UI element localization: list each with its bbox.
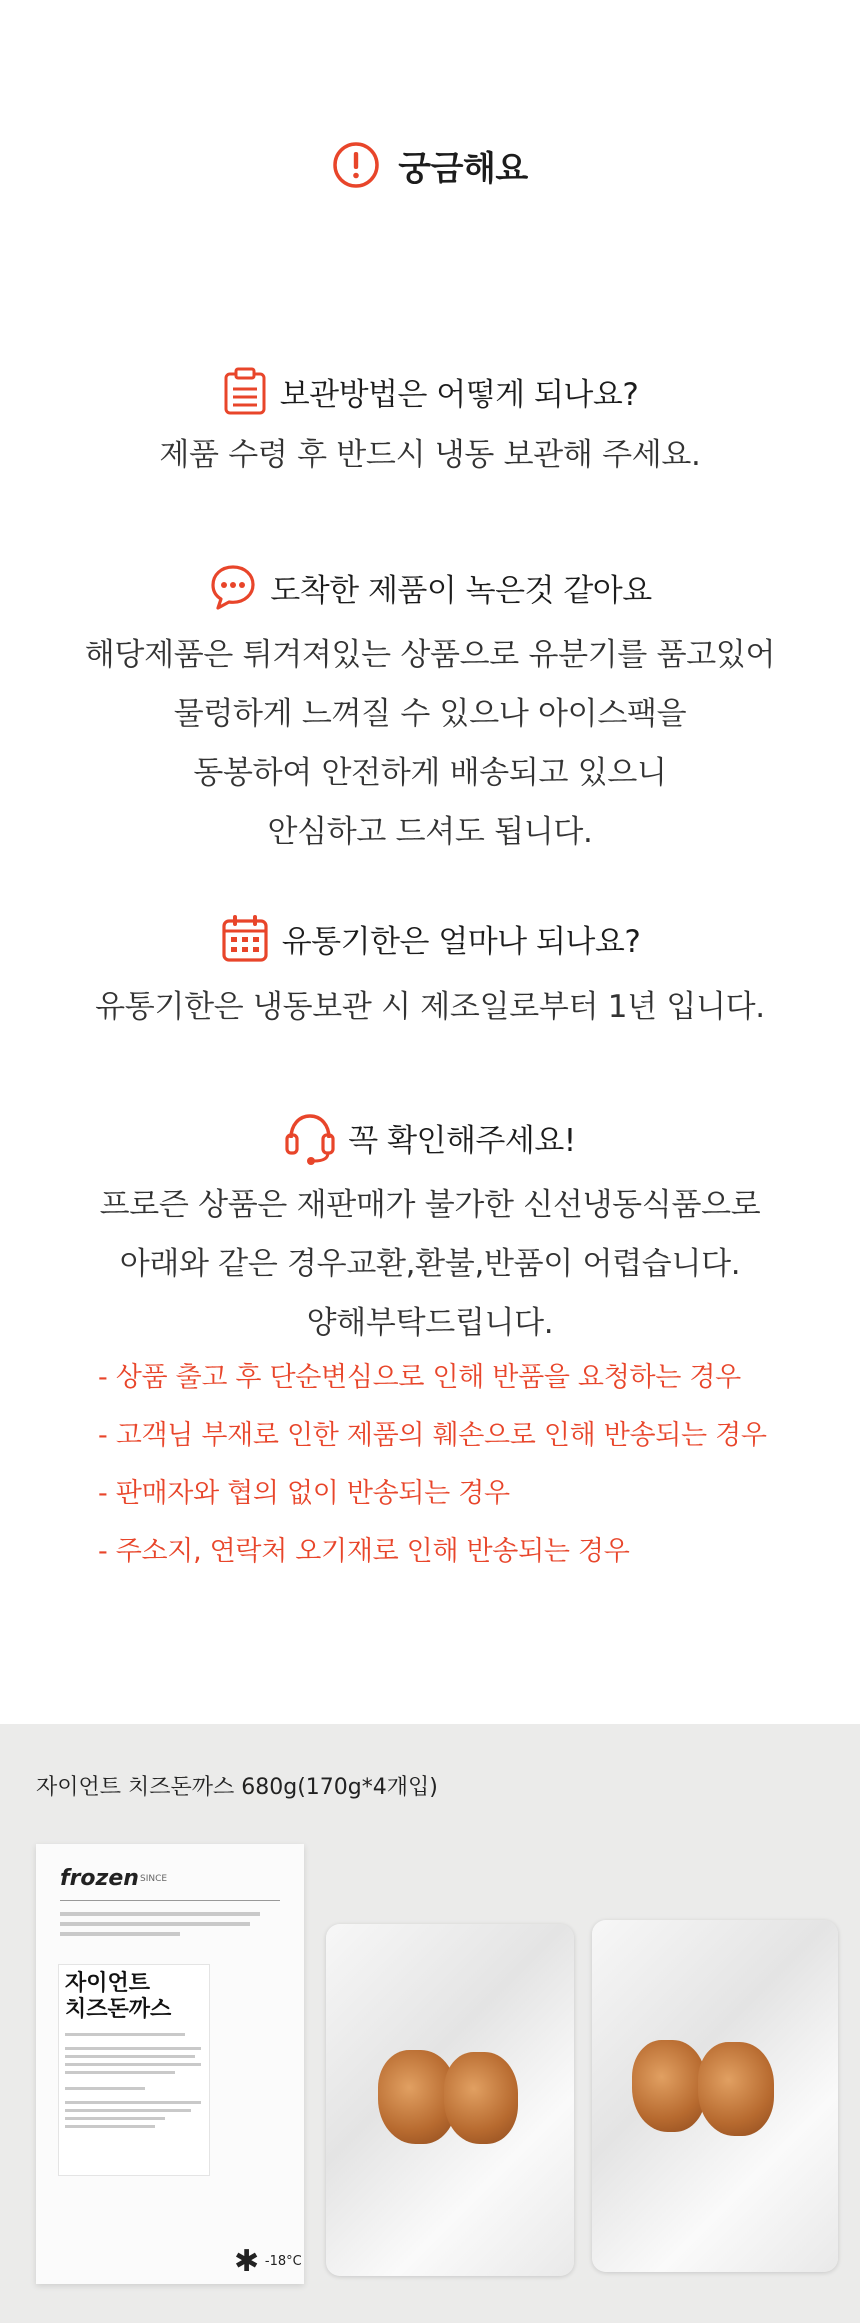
temperature-label: -18°C [264,2254,302,2269]
body-line: 아래와 같은 경우교환,환불,반품이 어렵습니다. [119,1246,741,1282]
cutlet [698,2042,774,2136]
section-title: 유통기한은 얼마나 되나요? [281,923,641,960]
section-title: 도착한 제품이 녹은것 같아요 [270,572,652,609]
fine-print [65,2109,191,2112]
faq-header [0,140,860,190]
fine-print [65,2087,145,2090]
body-line: 유통기한은 냉동보관 시 제조일로부터 1년 입니다. [95,989,765,1025]
page-title: 궁금해요 [398,148,528,189]
cutlet [444,2052,518,2144]
list-item: - 고객님 부재로 인한 제품의 훼손으로 인해 반송되는 경우 [98,1420,767,1451]
vacuum-pack-2 [592,1920,838,2272]
body-line: 프로즌 상품은 재판매가 불가한 신선냉동식품으로 [99,1187,761,1223]
body-line: 해당제품은 튀겨져있는 상품으로 유분기를 품고있어 [84,637,776,673]
section-melted-body [0,626,860,862]
body-line: 안심하고 드셔도 됩니다. [267,814,593,850]
product-caption: 자이언트 치즈돈까스 680g(170g*4개입) [36,1775,438,1800]
section-expiry-body [0,978,860,1037]
list-item: - 주소지, 연락처 오기재로 인해 반송되는 경우 [98,1536,630,1567]
section-title: 보관방법은 어떻게 되나요? [279,376,639,413]
brand-sub: SINCE [140,1874,168,1884]
package-product-name [65,1971,171,2023]
divider [60,1900,280,1901]
section-expiry-title [0,912,860,964]
package-name-line: 자이언트 [65,1971,151,1996]
fine-print [60,1932,180,1936]
package-label [58,1964,210,2176]
exclamation-circle-icon [332,141,380,189]
fine-print [65,2055,195,2058]
fine-print [65,2047,201,2050]
package-name-line: 치즈돈까스 [65,1997,172,2022]
fine-print [65,2117,165,2120]
fine-print [65,2033,185,2036]
snowflake-icon: ✱ [234,2244,260,2279]
product-package [36,1844,304,2284]
chat-bubble-icon [208,562,258,612]
body-line: 물렁하게 느껴질 수 있으나 아이스팩을 [173,696,687,732]
fine-print [65,2063,201,2066]
cutlet [632,2040,706,2132]
fine-print [65,2071,175,2074]
headset-icon [284,1108,336,1166]
vacuum-pack-1 [326,1924,574,2276]
fine-print [65,2101,201,2104]
fine-print [60,1922,250,1926]
calendar-icon [220,912,270,964]
section-storage-body [0,426,860,485]
section-title: 꼭 확인해주세요! [348,1122,576,1159]
section-melted-title [0,562,860,612]
clipboard-icon [222,366,268,416]
temperature-mark [234,2244,302,2279]
section-notice-title [0,1107,860,1167]
body-line: 동봉하여 안전하게 배송되고 있으니 [193,755,667,791]
section-notice-body [0,1176,860,1353]
notice-list [98,1349,798,1581]
body-line: 제품 수령 후 반드시 냉동 보관해 주세요. [159,437,701,473]
section-storage-title [0,366,860,416]
product-photo [0,1724,860,2323]
list-item: - 판매자와 협의 없이 반송되는 경우 [98,1478,510,1509]
body-line: 양해부탁드립니다. [306,1305,554,1341]
fine-print [60,1912,260,1916]
fine-print [65,2125,155,2128]
brand-logo: frozen [60,1866,139,1891]
list-item: - 상품 출고 후 단순변심으로 인해 반품을 요청하는 경우 [98,1362,741,1393]
